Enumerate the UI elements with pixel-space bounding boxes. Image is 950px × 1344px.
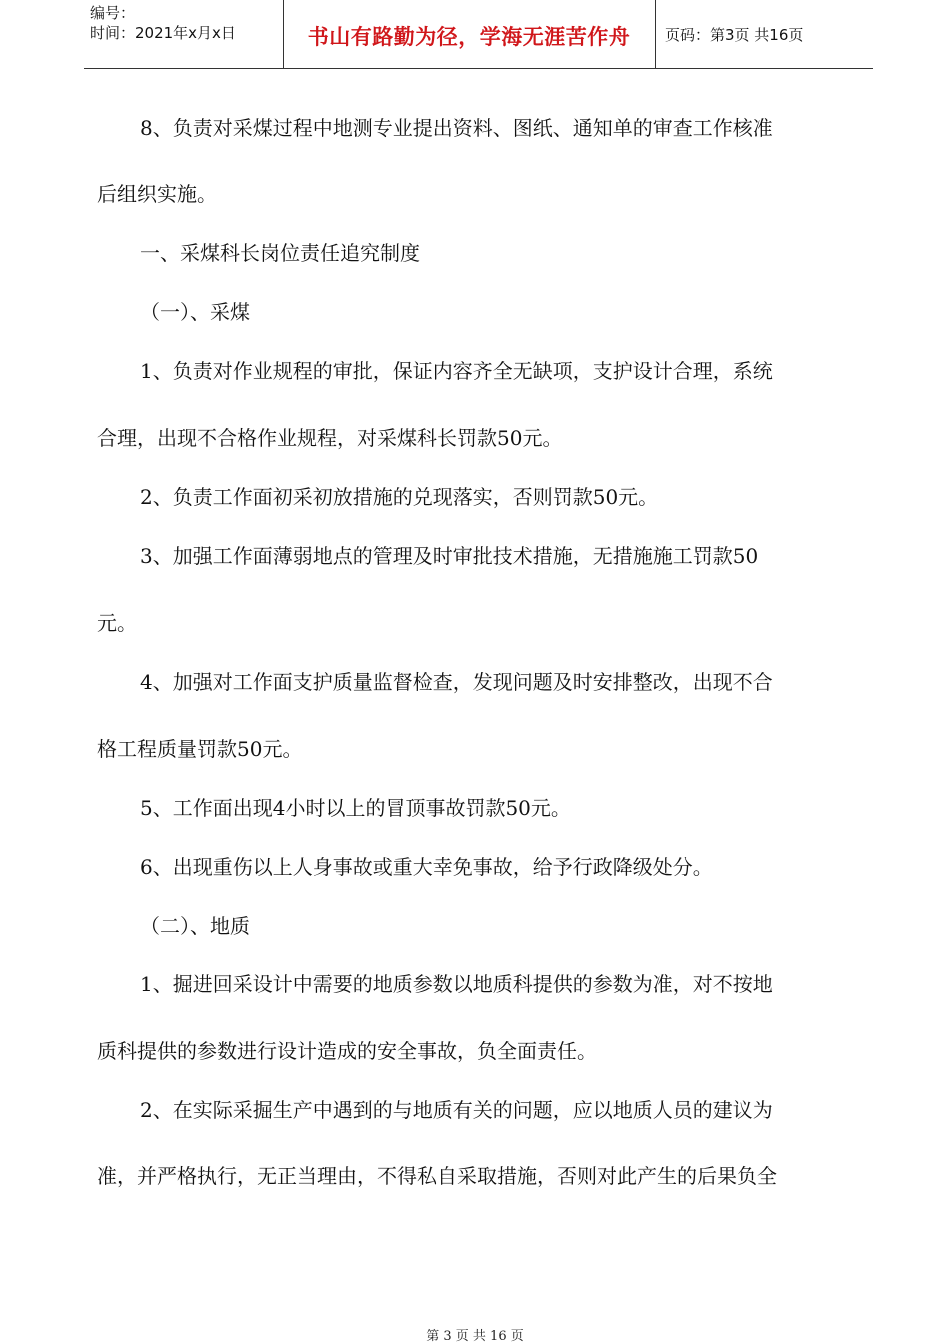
body-line: 5、工作面出现4小时以上的冒顶事故罚款50元。 (140, 796, 571, 820)
body-line: 3、加强工作面薄弱地点的管理及时审批技术措施，无措施施工罚款50 (140, 544, 759, 568)
header-motto-cell (283, 0, 656, 68)
body-line: 后组织实施。 (97, 182, 217, 206)
body-line: 6、出现重伤以上人身事故或重大幸免事故，给予行政降级处分。 (140, 855, 713, 879)
body-line: 8、负责对采煤过程中地测专业提出资料、图纸、通知单的审查工作核准 (140, 116, 773, 140)
body-line: 准，并严格执行，无正当理由，不得私自采取措施，否则对此产生的后果负全 (97, 1164, 777, 1188)
body-line: 合理，出现不合格作业规程，对采煤科长罚款50元。 (97, 426, 563, 450)
header-info-cell (84, 0, 284, 68)
body-line: 1、掘进回采设计中需要的地质参数以地质科提供的参数为准，对不按地 (140, 972, 773, 996)
page-footer: 第 3 页 共 16 页 (426, 1329, 524, 1344)
motto-text: 书山有路勤为径，学海无涯苦作舟 (307, 25, 631, 49)
body-line: 2、在实际采掘生产中遇到的与地质有关的问题，应以地质人员的建议为 (140, 1098, 773, 1122)
section-heading: 一、采煤科长岗位责任追究制度 (140, 241, 420, 265)
document-date: 时间：2021年x月x日 (90, 24, 236, 42)
body-line: 格工程质量罚款50元。 (97, 737, 303, 761)
body-line: 质科提供的参数进行设计造成的安全事故，负全面责任。 (97, 1039, 597, 1063)
body-line: 1、负责对作业规程的审批，保证内容齐全无缺项，支护设计合理，系统 (140, 359, 773, 383)
subsection-heading: （一）、采煤 (140, 300, 250, 324)
body-line: 元。 (97, 611, 137, 635)
document-number-label: 编号： (90, 4, 136, 22)
page-header (84, 0, 873, 69)
body-line: 4、加强对工作面支护质量监督检查，发现问题及时安排整改，出现不合 (140, 670, 773, 694)
body-line: 2、负责工作面初采初放措施的兑现落实，否则罚款50元。 (140, 485, 659, 509)
subsection-heading: （二）、地质 (140, 914, 250, 938)
header-page-cell (655, 0, 873, 68)
header-page-code: 页码：第3页 共16页 (665, 26, 804, 44)
